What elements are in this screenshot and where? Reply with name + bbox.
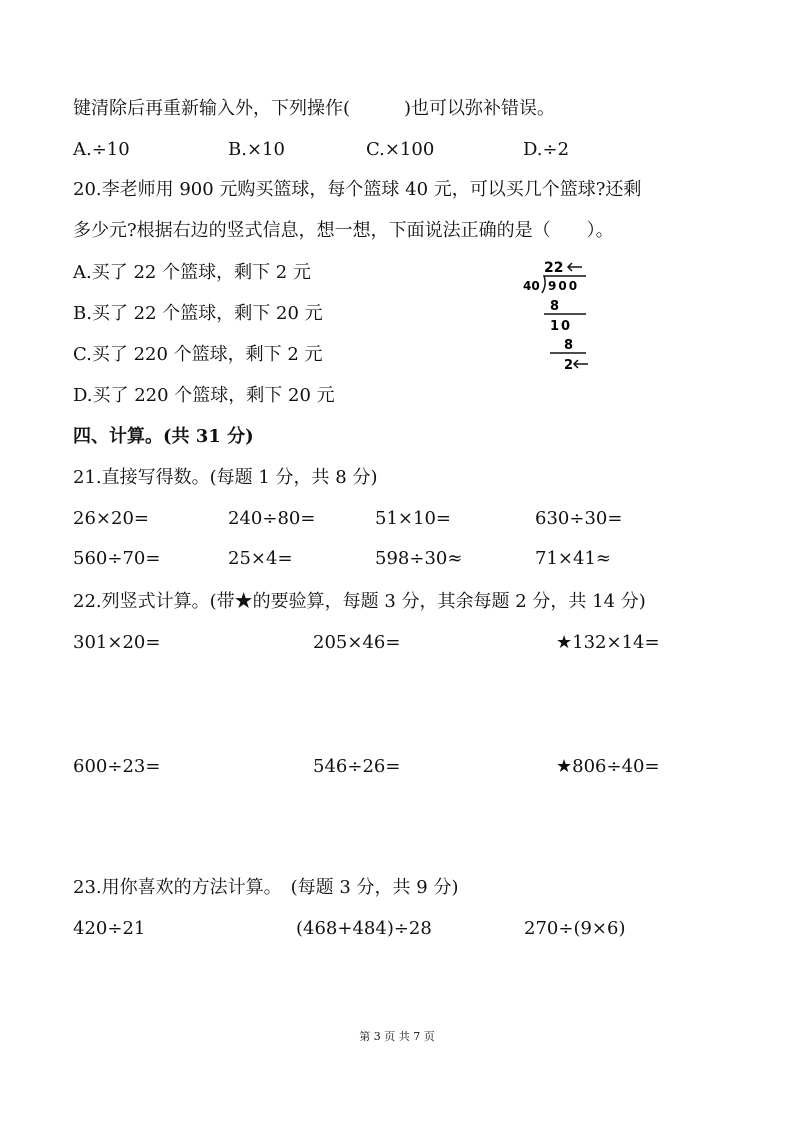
- page-footer: 第 3 页 共 7 页: [359, 1030, 435, 1043]
- q22-item: 205×46=: [313, 632, 401, 653]
- q19-option-b: B.×10: [228, 139, 285, 160]
- q22-item: ★132×14=: [556, 632, 660, 653]
- division-step2: 10: [550, 319, 573, 334]
- division-quotient: 22: [544, 260, 564, 276]
- q20-option-b: B.买了 22 个篮球，剩下 20 元: [73, 303, 323, 324]
- q22-title: 22.列竖式计算。(带★的要验算，每题 3 分，其余每题 2 分，共 14 分): [73, 591, 646, 612]
- q21-item: 560÷70=: [73, 548, 161, 569]
- division-dividend: 900: [548, 279, 580, 293]
- q23-item: 420÷21: [73, 918, 146, 939]
- q21-title: 21.直接写得数。(每题 1 分，共 8 分): [73, 467, 378, 488]
- q22-item: ★806÷40=: [556, 756, 660, 777]
- q23-item: (468+484)÷28: [296, 918, 432, 939]
- q19-option-d: D.÷2: [523, 139, 570, 160]
- q21-item: 71×41≈: [535, 548, 611, 569]
- q21-item: 630÷30=: [535, 508, 623, 529]
- intro-line: 键清除后再重新输入外，下列操作( )也可以弥补错误。: [73, 98, 556, 119]
- division-step3: 8: [564, 338, 574, 353]
- section4-title: 四、计算。(共 31 分): [73, 426, 254, 447]
- q19-option-c: C.×100: [366, 139, 435, 160]
- q20-option-a: A.买了 22 个篮球，剩下 2 元: [73, 262, 311, 283]
- q23-item: 270÷(9×6): [524, 918, 626, 939]
- q21-item: 598÷30≈: [375, 548, 463, 569]
- q20-option-d: D.买了 220 个篮球，剩下 20 元: [73, 385, 335, 406]
- arrow-left-icon: [568, 263, 582, 271]
- q22-item: 546÷26=: [313, 756, 401, 777]
- q23-title: 23.用你喜欢的方法计算。 (每题 3 分，共 9 分): [73, 877, 459, 898]
- q21-item: 240÷80=: [228, 508, 316, 529]
- division-divisor: 40: [523, 279, 540, 293]
- arrow-left-icon: [574, 360, 588, 368]
- q22-item: 301×20=: [73, 632, 161, 653]
- long-division-figure: [520, 255, 600, 375]
- q22-item: 600÷23=: [73, 756, 161, 777]
- q20-option-c: C.买了 220 个篮球，剩下 2 元: [73, 344, 323, 365]
- q20-question-line1: 20.李老师用 900 元购买篮球，每个篮球 40 元，可以买几个篮球?还剩: [73, 179, 642, 200]
- q20-question-line2: 多少元?根据右边的竖式信息，想一想，下面说法正确的是（ ）。: [73, 220, 614, 241]
- division-remainder: 2: [564, 358, 574, 373]
- q21-item: 51×10=: [375, 508, 451, 529]
- division-step1: 8: [550, 299, 560, 314]
- q21-item: 25×4=: [228, 548, 293, 569]
- q21-item: 26×20=: [73, 508, 149, 529]
- q19-option-a: A.÷10: [73, 139, 130, 160]
